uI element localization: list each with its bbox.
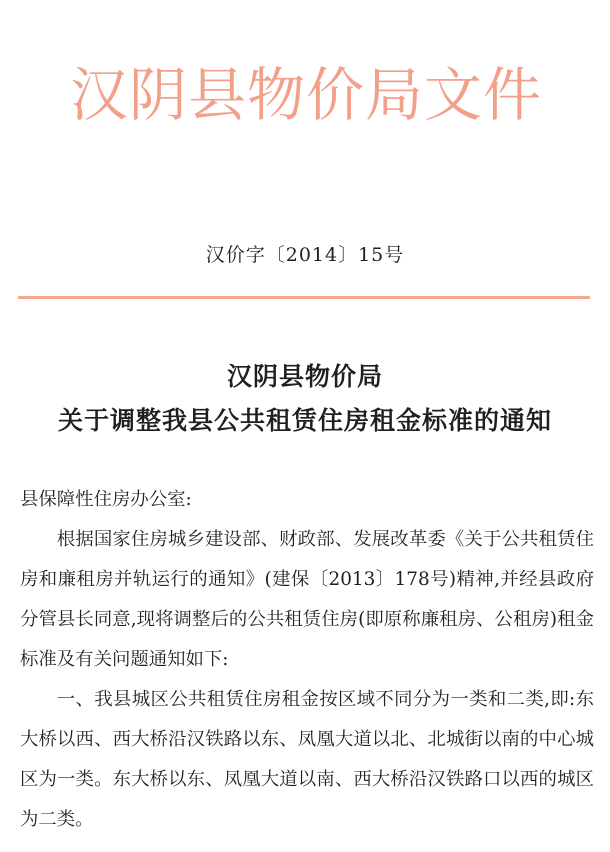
document-header-title: 汉阴县物价局文件 xyxy=(69,61,542,129)
red-divider-rule xyxy=(18,296,590,299)
body-paragraph-1: 根据国家住房城乡建设部、财政部、发展改革委《关于公共租赁住房和廉租房并轨运行的通知》(建保〔2013〕178号)精神,并经县政府分管县长同意,现将调整后的公共租赁住房(即原称廉租房、公租房)租金标准及有关问题通知如下: xyxy=(20,529,594,670)
notice-body xyxy=(20,480,594,840)
recipient-line: 县保障性住房办公室: xyxy=(20,489,192,510)
document-number: 汉价字〔2014〕15号 xyxy=(205,244,405,266)
notice-title-subject: 关于调整我县公共租赁住房租金标准的通知 xyxy=(57,406,552,435)
body-paragraph-2: 一、我县城区公共租赁住房租金按区域不同分为一类和二类,即:东大桥以西、西大桥沿汉铁路以东、凤凰大道以北、北城街以南的中心城区为一类。东大桥以东、凤凰大道以南、西大桥沿汉铁路口以西的城区为二类。 xyxy=(20,689,594,830)
notice-title-issuer: 汉阴县物价局 xyxy=(226,362,383,391)
